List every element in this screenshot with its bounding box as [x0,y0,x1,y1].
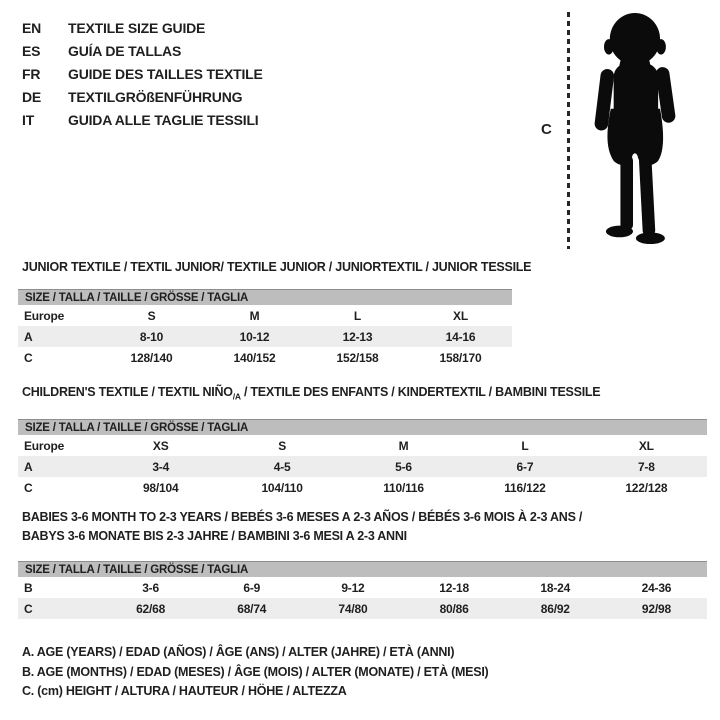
language-title: GUIDA ALLE TAGLIE TESSILI [68,111,259,128]
language-code: EN [22,19,42,36]
age-cell: 4-5 [273,459,291,474]
height-cell: 80/86 [439,601,469,616]
height-cell: 140/152 [233,350,276,365]
age-cell: 5-6 [395,459,412,474]
age-cell: 14-16 [445,329,476,344]
language-row-es [22,39,263,62]
height-cell: 86/92 [540,601,570,616]
age-cell: 9-12 [341,580,365,595]
age-cell: 6-7 [516,459,534,474]
row-label: C [24,480,33,495]
babies-title-line1: BABIES 3-6 MONTH TO 2-3 YEARS / BEBÉS 3-6 MESES A 2-3 AÑOS / BÉBÉS 3-6 MOIS À 2-3 ANS / [22,510,583,524]
table-row-age-months [18,577,707,598]
age-cell: 6-9 [243,580,261,595]
language-list [22,16,263,131]
children-table-header: SIZE / TALLA / TAILLE / GRÖSSE / TAGLIA [18,419,707,435]
height-cell: 110/116 [383,480,424,495]
size-cell: XL [638,438,654,453]
babies-size-table [18,561,707,619]
age-cell: 24-36 [641,580,672,595]
age-cell: 8-10 [139,329,164,344]
height-cell: 92/98 [641,601,671,616]
language-title: GUÍA DE TALLAS [68,42,182,59]
babies-section-title [22,508,582,546]
children-section-title [22,384,600,405]
size-cell: XL [453,308,468,323]
height-measure-dashed-line [567,12,570,249]
height-cell: 128/140 [130,350,173,365]
age-cell: 18-24 [540,580,571,595]
table-row-height [18,598,707,619]
height-cell: 116/122 [504,480,546,495]
babies-title-line2: BABYS 3-6 MONATE BIS 2-3 JAHRE / BAMBINI 3-6 MESI A 2-3 ANNI [22,529,407,543]
children-title-prefix: CHILDREN'S TEXTILE / TEXTIL NIÑO [22,385,233,399]
age-cell: 12-13 [342,329,373,344]
children-title-suffix: / TEXTILE DES ENFANTS / KINDERTEXTIL / BAMBINI TESSILE [240,385,601,399]
language-title: GUIDE DES TAILLES TEXTILE [68,65,263,82]
height-measure-label: C [541,121,552,138]
language-code: ES [22,42,41,59]
legend-line-a: A. AGE (YEARS) / EDAD (AÑOS) / ÂGE (ANS) / ALTER (JAHRE) / ETÀ (ANNI) [22,645,455,659]
age-cell: 3-4 [152,459,170,474]
row-label: C [24,601,33,616]
table-row-europe [18,305,512,326]
language-title: TEXTILE SIZE GUIDE [68,19,206,36]
junior-section-title: JUNIOR TEXTILE / TEXTIL JUNIOR/ TEXTILE JUNIOR / JUNIORTEXTIL / JUNIOR TESSILE [22,260,532,274]
toddler-silhouette-icon [575,6,691,252]
size-cell: L [521,438,529,453]
size-cell: L [353,308,362,323]
height-cell: 158/170 [439,350,482,365]
height-cell: 98/104 [142,480,179,495]
height-cell: 104/110 [261,480,303,495]
language-row-de [22,85,263,108]
language-row-fr [22,62,263,85]
size-cell: M [398,438,409,453]
height-cell: 122/128 [625,480,668,495]
measure-legend [22,645,488,704]
size-cell: S [278,438,287,453]
junior-size-table [18,289,512,368]
junior-table-header: SIZE / TALLA / TAILLE / GRÖSSE / TAGLIA [18,289,512,305]
height-cell: 152/158 [336,350,379,365]
children-title-sub: /A [232,391,241,402]
table-row-age [18,456,707,477]
language-row-en [22,16,263,39]
size-cell: M [249,308,260,323]
language-row-it [22,108,263,131]
table-row-height [18,477,707,498]
children-size-table [18,419,707,498]
age-cell: 12-18 [439,580,469,595]
language-title: TEXTILGRÖßENFÜHRUNG [68,88,243,105]
height-cell: 68/74 [237,601,267,616]
babies-table-header: SIZE / TALLA / TAILLE / GRÖSSE / TAGLIA [18,561,707,577]
table-row-age [18,326,512,347]
age-cell: 3-6 [142,580,159,595]
height-cell: 74/80 [338,601,368,616]
table-row-europe [18,435,707,456]
row-label: A [24,459,33,474]
row-label: A [24,329,33,344]
row-label: C [24,350,33,365]
language-code: DE [22,88,42,105]
age-cell: 7-8 [637,459,655,474]
table-row-height [18,347,512,368]
legend-line-c: C. (cm) HEIGHT / ALTURA / HAUTEUR / HÖHE / ALTEZZA [22,684,347,698]
legend-line-b: B. AGE (MONTHS) / EDAD (MESES) / ÂGE (MOIS) / ALTER (MONATE) / ETÀ (MESI) [22,664,489,679]
row-label: Europe [24,438,65,453]
row-label: Europe [24,308,65,323]
language-code: FR [22,65,41,82]
language-code: IT [22,111,35,128]
age-cell: 10-12 [239,329,270,344]
height-cell: 62/68 [136,601,166,616]
row-label: B [24,580,33,595]
size-cell: XS [152,438,169,453]
size-cell: S [147,308,156,323]
